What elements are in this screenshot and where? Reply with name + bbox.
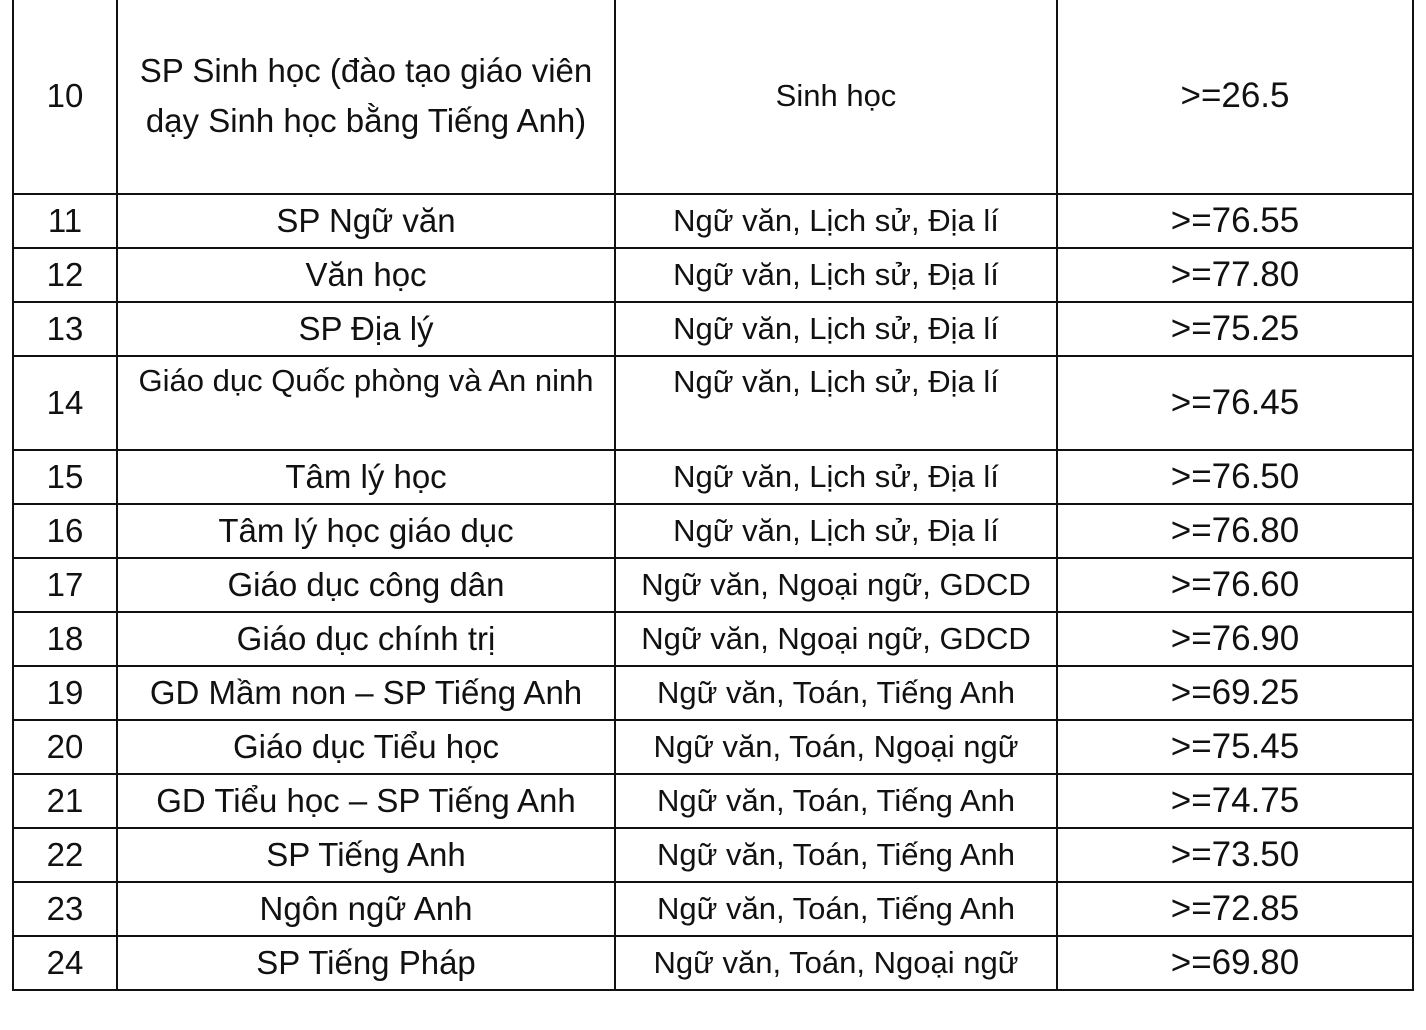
cutoff-score: >=75.25 — [1057, 302, 1413, 356]
subject-combination: Sinh học — [615, 0, 1057, 194]
subject-combination: Ngữ văn, Ngoại ngữ, GDCD — [615, 558, 1057, 612]
row-number: 24 — [13, 936, 117, 990]
row-number: 11 — [13, 194, 117, 248]
major-name: Giáo dục Quốc phòng và An ninh — [117, 356, 615, 450]
subject-combination: Ngữ văn, Toán, Tiếng Anh — [615, 774, 1057, 828]
row-number: 19 — [13, 666, 117, 720]
table-row — [13, 666, 1413, 720]
subject-combination: Ngữ văn, Toán, Tiếng Anh — [615, 828, 1057, 882]
cutoff-score: >=76.55 — [1057, 194, 1413, 248]
major-name: Ngôn ngữ Anh — [117, 882, 615, 936]
cutoff-score: >=76.50 — [1057, 450, 1413, 504]
cutoff-score: >=69.25 — [1057, 666, 1413, 720]
subject-combination: Ngữ văn, Toán, Ngoại ngữ — [615, 936, 1057, 990]
major-name: Tâm lý học — [117, 450, 615, 504]
row-number: 22 — [13, 828, 117, 882]
row-number: 15 — [13, 450, 117, 504]
row-number: 16 — [13, 504, 117, 558]
subject-combination: Ngữ văn, Lịch sử, Địa lí — [615, 450, 1057, 504]
table-row — [13, 248, 1413, 302]
subject-combination: Ngữ văn, Lịch sử, Địa lí — [615, 194, 1057, 248]
table-row — [13, 504, 1413, 558]
row-number: 12 — [13, 248, 117, 302]
row-number: 17 — [13, 558, 117, 612]
major-name: Giáo dục Tiểu học — [117, 720, 615, 774]
table-row — [13, 612, 1413, 666]
row-number: 18 — [13, 612, 117, 666]
table-row — [13, 882, 1413, 936]
subject-combination: Ngữ văn, Toán, Ngoại ngữ — [615, 720, 1057, 774]
table-row — [13, 450, 1413, 504]
cutoff-score: >=72.85 — [1057, 882, 1413, 936]
subject-combination: Ngữ văn, Lịch sử, Địa lí — [615, 504, 1057, 558]
table-row — [13, 774, 1413, 828]
table-row — [13, 194, 1413, 248]
cutoff-score: >=73.50 — [1057, 828, 1413, 882]
admission-score-table — [12, 0, 1414, 991]
cutoff-score: >=75.45 — [1057, 720, 1413, 774]
subject-combination: Ngữ văn, Toán, Tiếng Anh — [615, 666, 1057, 720]
cutoff-score: >=76.90 — [1057, 612, 1413, 666]
cutoff-score: >=76.45 — [1057, 356, 1413, 450]
subject-combination: Ngữ văn, Toán, Tiếng Anh — [615, 882, 1057, 936]
table-row — [13, 828, 1413, 882]
row-number: 10 — [13, 0, 117, 194]
major-name: SP Tiếng Anh — [117, 828, 615, 882]
table-row — [13, 356, 1413, 450]
row-number: 20 — [13, 720, 117, 774]
major-name: GD Mầm non – SP Tiếng Anh — [117, 666, 615, 720]
major-name: Giáo dục chính trị — [117, 612, 615, 666]
major-name: GD Tiểu học – SP Tiếng Anh — [117, 774, 615, 828]
major-name: SP Ngữ văn — [117, 194, 615, 248]
major-name: SP Tiếng Pháp — [117, 936, 615, 990]
cutoff-score: >=77.80 — [1057, 248, 1413, 302]
table-row — [13, 720, 1413, 774]
cutoff-score: >=76.80 — [1057, 504, 1413, 558]
subject-combination: Ngữ văn, Ngoại ngữ, GDCD — [615, 612, 1057, 666]
row-number: 23 — [13, 882, 117, 936]
row-number: 21 — [13, 774, 117, 828]
table-row — [13, 302, 1413, 356]
row-number: 13 — [13, 302, 117, 356]
cutoff-score: >=69.80 — [1057, 936, 1413, 990]
cutoff-score: >=26.5 — [1057, 0, 1413, 194]
subject-combination: Ngữ văn, Lịch sử, Địa lí — [615, 302, 1057, 356]
table-row — [13, 0, 1413, 194]
major-name: SP Sinh học (đào tạo giáo viên dạy Sinh học bằng Tiếng Anh) — [117, 0, 615, 194]
cutoff-score: >=74.75 — [1057, 774, 1413, 828]
cutoff-score: >=76.60 — [1057, 558, 1413, 612]
row-number: 14 — [13, 356, 117, 450]
subject-combination: Ngữ văn, Lịch sử, Địa lí — [615, 356, 1057, 450]
table-row — [13, 936, 1413, 990]
table-row — [13, 558, 1413, 612]
major-name: SP Địa lý — [117, 302, 615, 356]
major-name: Tâm lý học giáo dục — [117, 504, 615, 558]
major-name: Giáo dục công dân — [117, 558, 615, 612]
major-name: Văn học — [117, 248, 615, 302]
subject-combination: Ngữ văn, Lịch sử, Địa lí — [615, 248, 1057, 302]
